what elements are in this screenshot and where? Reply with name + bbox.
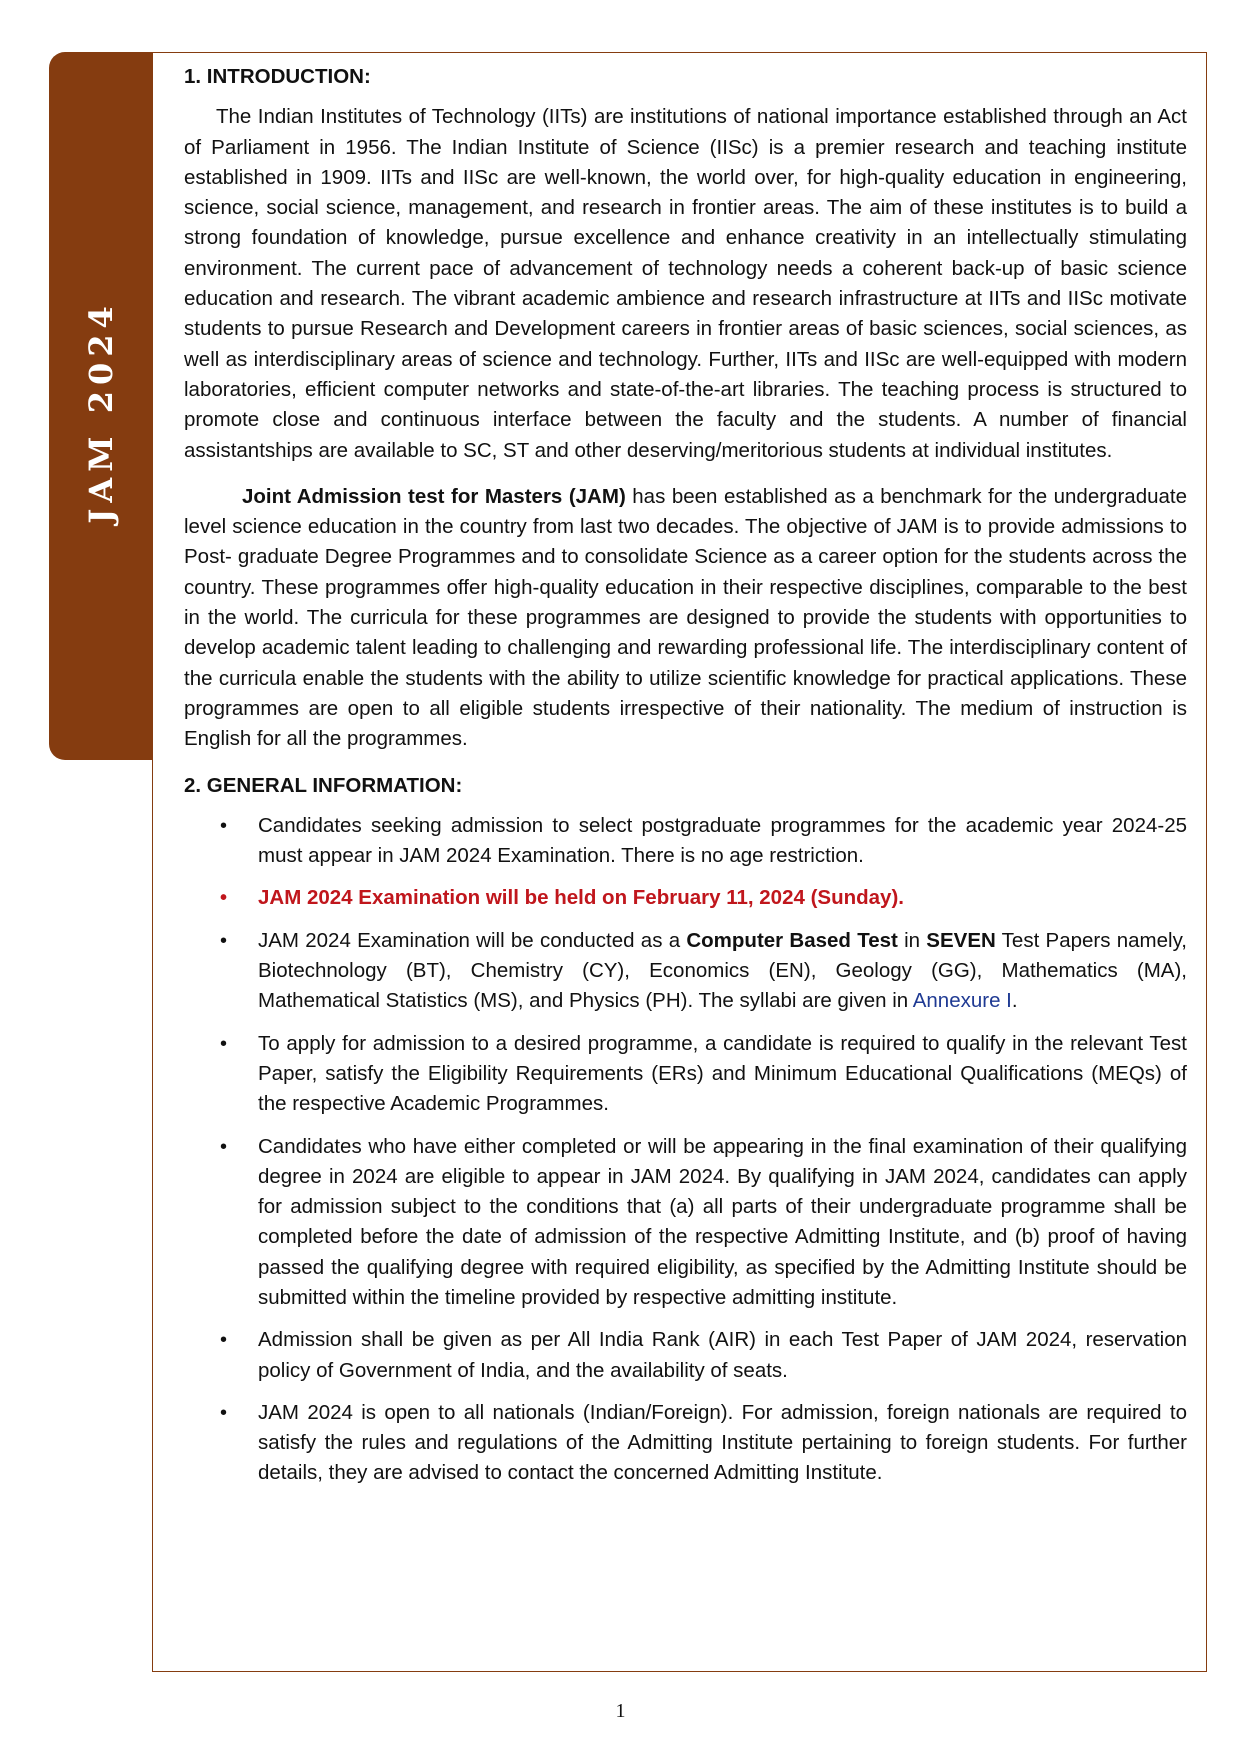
list-item (184, 811, 1187, 872)
general-information-heading: 2. GENERAL INFORMATION: (184, 773, 463, 797)
page-number: 1 (615, 1700, 626, 1722)
page-content (184, 62, 1187, 1501)
cbt-bold: Computer Based Test (686, 928, 898, 952)
introduction-heading: 1. INTRODUCTION: (184, 65, 371, 88)
list-item-text: JAM 2024 is open to all nationals (Indian/Foreign). For admission, foreign nationals are required to satisfy the rules and regulations of the Admitting Institute pertaining to foreign students. For further details, they are advised to contact the concerned Admitting Institute. (258, 1400, 1187, 1485)
sidebar-title: JAM 2024 (82, 300, 120, 524)
text-segment: Test Papers namely, Biotechnology (BT), Chemistry (CY), Economics (EN), Geology (GG), Mathematics (MA), Mathematical Statistics (MS), and Physics (PH). The syllabi are given in (258, 928, 1187, 1013)
list-item (184, 1029, 1187, 1120)
introduction-paragraph-2-text: has been established as a benchmark for the undergraduate level science education in the country from last two decades. The objective of JAM is to provide admissions to Post- graduate Degree Programmes and to consolidate Science as a career option for the students across the country. These programmes offer high-quality education in their respective disciplines, comparable to the best in the world. The curricula for these programmes are designed to provide the students with opportunities to develop academic talent leading to challenging and rewarding professional life. The interdisciplinary content of the curricula enable the students with the ability to utilize scientific knowledge for practical applications. These programmes are open to all eligible students irrespective of their nationality. The medium of instruction is English for all the programmes. (184, 484, 1187, 751)
text-segment: JAM 2024 Examination will be conducted as a (258, 928, 687, 952)
seven-bold: SEVEN (926, 928, 996, 952)
text-segment: . (1011, 989, 1018, 1013)
list-item (184, 1325, 1187, 1386)
bullet-icon: • (220, 1135, 228, 1158)
list-item-text: Candidates seeking admission to select postgraduate programmes for the academic year 2024-25 must appear in JAM 2024 Examination. There is no age restriction. (258, 813, 1187, 868)
general-information-list (184, 811, 1187, 1489)
sidebar-banner (49, 52, 153, 760)
bullet-icon: • (220, 814, 228, 837)
bullet-icon: • (220, 1032, 228, 1055)
bullet-icon: • (220, 887, 228, 910)
bullet-icon: • (220, 1329, 228, 1352)
text-segment: in (897, 928, 927, 952)
list-item-text: Candidates who have either completed or will be appearing in the final examination of their qualifying degree in 2024 are eligible to appear in JAM 2024. By qualifying in JAM 2024, candidates can apply for admission subject to the conditions that (a) all parts of their undergraduate programme shall be completed before the date of admission of the respective Admitting Institute, and (b) proof of having passed the qualifying degree with required eligibility, as specified by the Admitting Institute should be submitted within the timeline provided by respective admitting institute. (258, 1134, 1187, 1309)
list-item-text: To apply for admission to a desired programme, a candidate is required to qualify in the relevant Test Paper, satisfy the Eligibility Requirements (ERs) and Minimum Educational Qualifications (MEQs) of the respective Academic Programmes. (258, 1031, 1187, 1116)
bullet-icon: • (220, 929, 228, 952)
annexure-link[interactable]: Annexure I (912, 989, 1012, 1013)
jam-bold-term: Joint Admission test for Masters (JAM) (242, 484, 626, 508)
introduction-paragraph-1: The Indian Institutes of Technology (IITs) are institutions of national importance established through an Act of Parliament in 1956. The Indian Institute of Science (IISc) is a premier research and teaching institute established in 1909. IITs and IISc are well-known, the world over, for high-quality education in engineering, science, social science, management, and research in frontier areas. The aim of these institutes is to build a strong foundation of knowledge, pursue excellence and enhance creativity in an intellectually stimulating environment. The current pace of advancement of technology needs a coherent back-up of basic science education and research. The vibrant academic ambience and research infrastructure at IITs and IISc motivate students to pursue Research and Development careers in frontier areas of basic sciences, social sciences, as well as interdisciplinary areas of science and technology. Further, IITs and IISc are well-equipped with modern laboratories, efficient computer networks and state-of-the-art libraries. The teaching process is structured to promote close and continuous interface between the faculty and the students. A number of financial assistantships are available to SC, ST and other deserving/meritorious students at individual institutes. (184, 105, 1187, 462)
list-item-exam-date (184, 883, 1187, 913)
list-item-text: Admission shall be given as per All India Rank (AIR) in each Test Paper of JAM 2024, reservation policy of Government of India, and the availability of seats. (258, 1328, 1187, 1382)
list-item (184, 1132, 1187, 1314)
introduction-paragraph-2 (184, 482, 1187, 755)
bullet-icon: • (220, 1401, 228, 1424)
exam-date-text: JAM 2024 Examination will be held on February 11, 2024 (Sunday). (258, 886, 904, 910)
list-item (184, 1398, 1187, 1489)
list-item-text (258, 929, 1187, 1013)
list-item (184, 926, 1187, 1017)
